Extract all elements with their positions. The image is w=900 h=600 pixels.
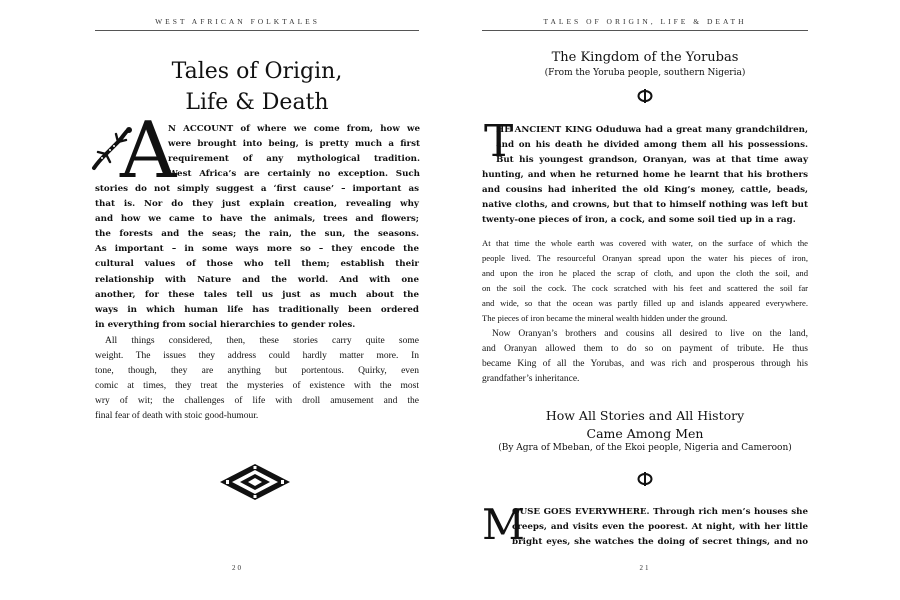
text-line: and on his death he divided among them all his possessions. [496, 140, 808, 151]
text-line: stories do not simply suggest a ‘first cause’ – important as [95, 184, 419, 194]
chapter-title-line2: Life & Death [185, 90, 329, 115]
text-line: All things considered, then, these stories carry quite some [105, 336, 419, 346]
right-page [450, 0, 900, 600]
text-line: native cloths, and crowns, but that to himself nothing was left but [482, 200, 808, 211]
text-line: comic at times, they treat the mysteries of existence with the most [95, 381, 419, 392]
tribal-ornament-icon [218, 462, 292, 502]
text-line: The pieces of iron became the mineral wealth hidden under the ground. [482, 313, 728, 324]
text-line: tone, though, they are anything but portentous. Quirky, even [95, 366, 419, 377]
text-line: hunting, and when he returned home he learnt that his brothers [482, 170, 808, 180]
text-line: and how we came to have the animals, trees and flowers; [95, 214, 419, 225]
text-line: and wide, so that the ocean was partly filled up and islands appeared everywhere. [482, 298, 808, 309]
intro-lead-lines [168, 122, 420, 182]
story2-title-line2: Came Among Men [586, 426, 704, 441]
text-line: that is. Nor do they just explain creation, revealing why [95, 199, 419, 210]
running-head-right: TALES OF ORIGIN, LIFE & DEATH [543, 17, 747, 26]
story2-subtitle: (By Agra of Mbeban, of the Ekoi people, Nigeria and Cameroon) [498, 443, 792, 453]
page-number-right: 21 [639, 564, 651, 572]
text-line: another, for these tales tell us just as much about the [95, 289, 419, 300]
text-line: relationship with Nature and the world. And with one [95, 274, 419, 285]
text-line: the forests and the seas; the rain, the sun, the seasons. [95, 229, 419, 240]
story2-lead-lines [512, 505, 808, 550]
story1-title: The Kingdom of the Yorubas [551, 50, 739, 65]
story1-normal-paragraph [482, 236, 808, 387]
text-line: N ACCOUNT of where we come from, how we [168, 124, 420, 134]
text-line: creeps, and visits even the poorest. At night, with her little [512, 522, 808, 533]
intro-normal-paragraph [95, 334, 419, 425]
text-line: weight. The issues they address could hardly matter more. In [95, 351, 419, 362]
text-line: As important – in some ways more so – they encode the [95, 244, 419, 255]
drop-cap-m: M [482, 500, 526, 549]
header-rule-left [95, 30, 419, 31]
text-line: were brought into being, is pretty much a first [168, 139, 420, 150]
running-head-left: WEST AFRICAN FOLKTALES [155, 17, 320, 26]
text-line: and Oranyan allowed them to do so on payment of tribute. He thus [482, 343, 808, 354]
text-line: people lived. The resourceful Oranyan spread upon the water his pieces of iron, [482, 253, 808, 264]
drop-cap-t: T [484, 116, 514, 167]
drop-cap-a: A [120, 106, 177, 196]
story2-title-line1: How All Stories and All History [545, 408, 745, 423]
text-line: wry of wit; the challenges of life with droll amusement and the [95, 396, 419, 407]
adinkra-divider-icon-2 [637, 471, 653, 487]
text-line: Now Oranyan’s brothers and cousins all desired to live on the land, [492, 328, 808, 339]
story2-title [482, 407, 808, 443]
story1-bold-paragraph [482, 168, 808, 228]
text-line: became King of all the Yorubas, and was rich and prosperous through his [482, 358, 808, 369]
text-line: ways in which human life has traditionally been ordered [95, 304, 419, 315]
text-line: HE ANCIENT KING Oduduwa had a great many grandchildren, [496, 125, 808, 135]
text-line: requirement of any mythological tradition. [168, 154, 420, 165]
header-rule-right [482, 30, 808, 31]
text-line: in everything from social hierarchies to gender roles. [95, 319, 356, 330]
text-line: grandfather’s inheritance. [482, 373, 580, 384]
text-line: and cousins had inherited the old King’s money, cattle, beads, [482, 185, 808, 196]
text-line: bright eyes, she watches the doing of secret things, and no [512, 537, 808, 548]
text-line: twenty-one pieces of iron, a cock, and some soil tied up in a rag. [482, 215, 796, 226]
text-line: on the soil the cock. The cock scratched with his feet and scattered the soil far [482, 283, 808, 294]
text-line: West Africa’s are certainly no exception. Such [168, 169, 420, 180]
intro-bold-paragraph [95, 182, 419, 333]
chapter-title-line1: Tales of Origin, [171, 59, 343, 84]
text-line: OUSE GOES EVERYWHERE. Through rich men’s houses she [512, 507, 808, 517]
text-line: At that time the whole earth was covered with water, on the surface of which the [482, 238, 808, 248]
text-line: final fear of death with stoic good-humour. [95, 411, 259, 422]
page-number-left: 20 [232, 564, 243, 572]
story1-lead-lines [496, 123, 808, 168]
story1-subtitle: (From the Yoruba people, southern Nigeria) [544, 68, 746, 78]
text-line: cultural values of those who tell them; establish their [95, 259, 419, 270]
adinkra-divider-icon [637, 88, 653, 104]
text-line: But his youngest grandson, Oranyan, was at that time away [496, 155, 808, 166]
text-line: and upon the iron he placed the scrap of cloth, and upon the cloth the soil, and [482, 268, 808, 279]
